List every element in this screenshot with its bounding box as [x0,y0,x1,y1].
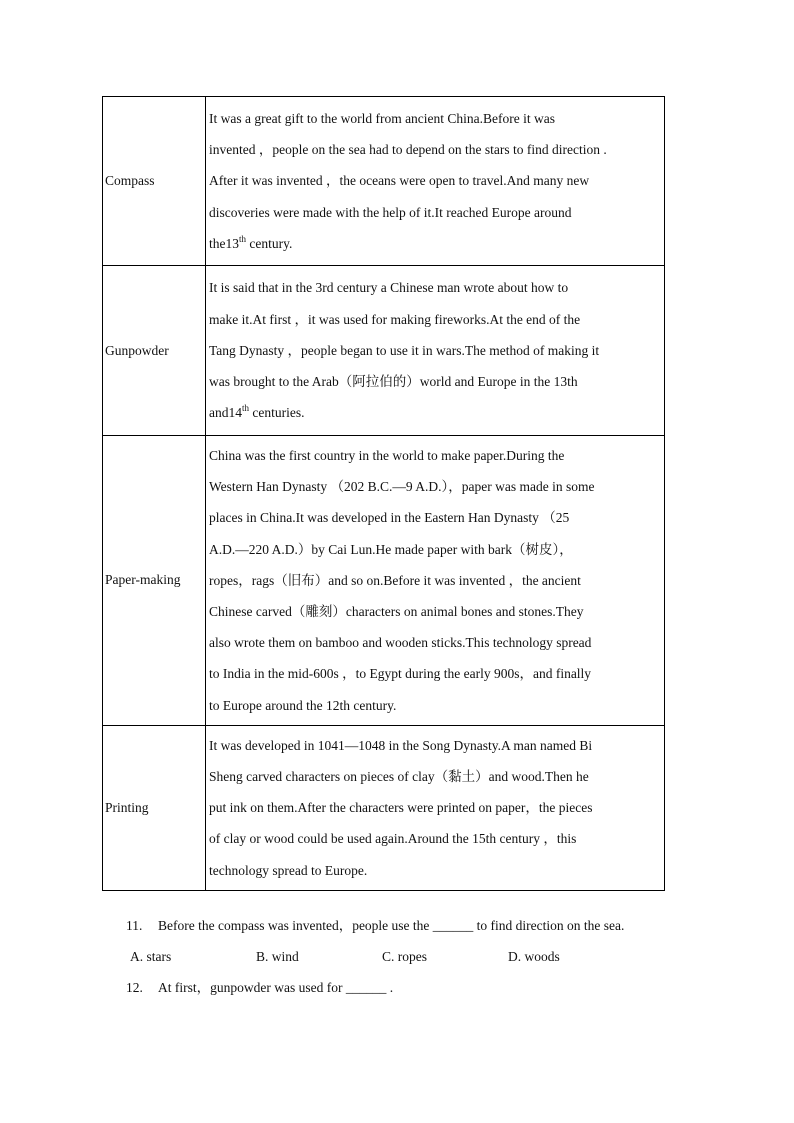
question-number: 11. [126,918,143,933]
invention-description: It is said that in the 3rd century a Chinese man wrote about how to make it.At first ，it was used for making fireworks.At the end of the Tang Dynasty ，people began to use it in wars.The method of making it was brought to the Arab（阿拉伯的）world and Europe in the 13th and14th centuries. [206,266,665,436]
question-12 [126,974,686,1005]
option-a: A. stars [130,949,172,964]
invention-name: Printing [103,725,206,890]
questions-section [126,912,686,1005]
option-d: D. woods [508,949,560,964]
invention-description: China was the first country in the world to make paper.During the Western Han Dynasty （202 B.C.—9 A.D.），paper was made in some places in China.It was developed in the Eastern Han Dynasty （25 A.D.—220 A.D.）by Cai Lun.He made paper with bark（树皮）， ropes，rags（旧布）and so on.Before it was invented ，the ancient Chinese carved（雕刻）characters on animal bones and stones.They also wrote them on bamboo and wooden sticks.This technology spread to India in the mid-600s ，to Egypt during the early 900s，and finally to Europe around the 12th century. [206,436,665,726]
table-row [103,436,665,726]
table-row [103,266,665,436]
inventions-table [102,96,665,891]
invention-name: Paper-making [103,436,206,726]
table-row [103,725,665,890]
invention-name: Gunpowder [103,266,206,436]
invention-description: It was developed in 1041—1048 in the Song Dynasty.A man named Bi Sheng carved characters on pieces of clay（黏土）and wood.Then he put ink on them.After the characters were printed on paper，the pieces of clay or wood could be used again.Around the 15th century ，this technology spread to Europe. [206,725,665,890]
invention-name: Compass [103,97,206,266]
question-text: Before the compass was invented，people use the ______ to find direction on the sea. [158,918,625,933]
option-b: B. wind [256,949,299,964]
question-number: 12. [126,980,143,995]
question-text: At first，gunpowder was used for ______ . [158,980,394,995]
option-c: C. ropes [382,949,427,964]
table-row [103,97,665,266]
invention-description: It was a great gift to the world from ancient China.Before it was invented ，people on the sea had to depend on the stars to find direction . After it was invented ，the oceans were open to travel.And many new discoveries were made with the help of it.It reached Europe around the13th century. [206,97,665,266]
question-11 [126,912,686,943]
question-11-options [126,943,686,974]
